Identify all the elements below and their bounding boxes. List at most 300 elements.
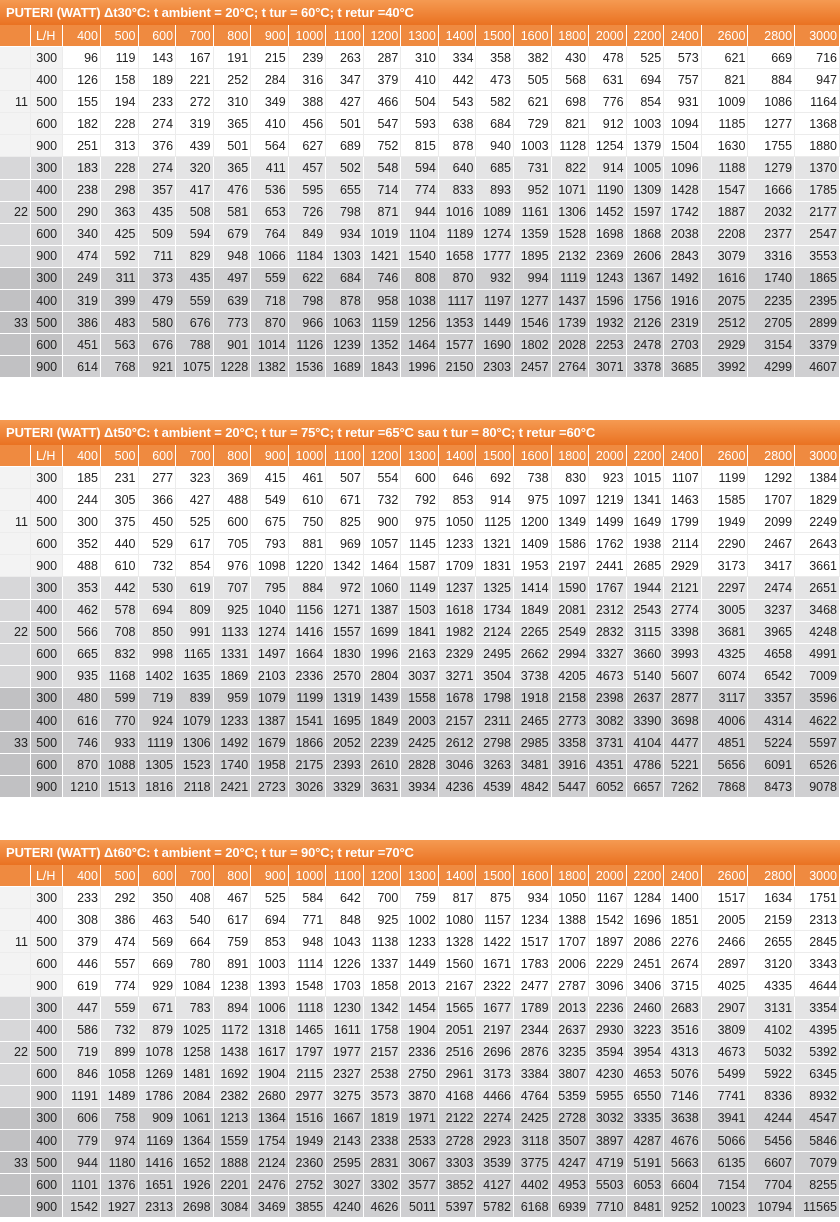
power-cell: 2121 bbox=[664, 577, 702, 599]
power-cell: 1233 bbox=[438, 533, 476, 555]
power-cell: 244 bbox=[63, 489, 101, 511]
power-cell: 975 bbox=[401, 511, 439, 533]
power-cell: 1003 bbox=[513, 135, 551, 157]
power-cell: 525 bbox=[251, 887, 289, 909]
power-table bbox=[0, 445, 840, 798]
power-cell: 1368 bbox=[795, 113, 840, 135]
radiator-type-label bbox=[0, 1130, 30, 1152]
power-cell: 4313 bbox=[664, 1041, 702, 1063]
power-cell: 592 bbox=[100, 245, 138, 267]
header-length: 1600 bbox=[513, 445, 551, 467]
power-cell: 2698 bbox=[176, 1196, 214, 1218]
header-length: 2600 bbox=[701, 25, 748, 47]
header-length: 3000 bbox=[795, 25, 840, 47]
power-cell: 1200 bbox=[513, 511, 551, 533]
height-cell: 600 bbox=[30, 1063, 62, 1085]
power-cell: 1516 bbox=[288, 1107, 326, 1129]
table-row bbox=[0, 953, 840, 975]
power-cell: 5011 bbox=[401, 1196, 439, 1218]
power-cell: 274 bbox=[138, 157, 176, 179]
power-cell: 1185 bbox=[701, 113, 748, 135]
power-cell: 466 bbox=[363, 91, 401, 113]
power-cell: 708 bbox=[100, 621, 138, 643]
power-cell: 757 bbox=[664, 69, 702, 91]
power-cell: 3005 bbox=[701, 599, 748, 621]
header-length: 1400 bbox=[438, 445, 476, 467]
power-cell: 1088 bbox=[100, 754, 138, 776]
power-cell: 1762 bbox=[589, 533, 627, 555]
height-cell: 300 bbox=[30, 887, 62, 909]
power-cell: 1328 bbox=[438, 931, 476, 953]
power-cell: 894 bbox=[213, 997, 251, 1019]
header-length: 1000 bbox=[288, 25, 326, 47]
power-cell: 6604 bbox=[664, 1174, 702, 1196]
table-row bbox=[0, 577, 840, 599]
power-cell: 2421 bbox=[213, 776, 251, 798]
power-cell: 3026 bbox=[288, 776, 326, 798]
power-cell: 1006 bbox=[251, 997, 289, 1019]
power-cell: 1019 bbox=[363, 223, 401, 245]
header-length: 1500 bbox=[476, 25, 514, 47]
power-cell: 478 bbox=[589, 47, 627, 69]
power-cell: 1916 bbox=[664, 290, 702, 312]
power-cell: 1849 bbox=[363, 710, 401, 732]
height-cell: 900 bbox=[30, 975, 62, 997]
power-cell: 2249 bbox=[795, 511, 840, 533]
power-cell: 9252 bbox=[664, 1196, 702, 1218]
power-cell: 1585 bbox=[701, 489, 748, 511]
power-cell: 548 bbox=[363, 157, 401, 179]
power-cell: 479 bbox=[138, 290, 176, 312]
radiator-type-label: 33 bbox=[0, 1152, 30, 1174]
power-cell: 2114 bbox=[664, 533, 702, 555]
power-cell: 1696 bbox=[626, 909, 664, 931]
power-cell: 442 bbox=[100, 577, 138, 599]
power-cell: 3037 bbox=[401, 665, 439, 687]
power-cell: 1996 bbox=[363, 643, 401, 665]
power-cell: 947 bbox=[795, 69, 840, 91]
radiator-type-label bbox=[0, 577, 30, 599]
table-row bbox=[0, 1196, 840, 1218]
power-cell: 1269 bbox=[138, 1063, 176, 1085]
power-cell: 2723 bbox=[251, 776, 289, 798]
power-cell: 1887 bbox=[701, 201, 748, 223]
power-cell: 3154 bbox=[748, 334, 795, 356]
power-cell: 1542 bbox=[63, 1196, 101, 1218]
radiator-type-label bbox=[0, 953, 30, 975]
power-cell: 1309 bbox=[626, 179, 664, 201]
power-cell: 8481 bbox=[626, 1196, 664, 1218]
height-cell: 400 bbox=[30, 69, 62, 91]
power-cell: 929 bbox=[138, 975, 176, 997]
power-cell: 1546 bbox=[513, 312, 551, 334]
power-cell: 771 bbox=[288, 909, 326, 931]
power-cell: 557 bbox=[100, 953, 138, 975]
power-cell: 914 bbox=[589, 157, 627, 179]
power-cell: 1156 bbox=[288, 599, 326, 621]
power-cell: 2122 bbox=[438, 1107, 476, 1129]
power-cell: 764 bbox=[251, 223, 289, 245]
power-cell: 664 bbox=[176, 931, 214, 953]
power-cell: 1382 bbox=[251, 356, 289, 378]
power-cell: 228 bbox=[100, 113, 138, 135]
power-cell: 435 bbox=[138, 201, 176, 223]
power-cell: 3079 bbox=[701, 245, 748, 267]
power-cell: 5597 bbox=[795, 732, 840, 754]
power-cell: 923 bbox=[589, 467, 627, 489]
header-length: 900 bbox=[251, 25, 289, 47]
table-row bbox=[0, 334, 840, 356]
power-cell: 3263 bbox=[476, 754, 514, 776]
power-cell: 798 bbox=[326, 201, 364, 223]
power-cell: 2476 bbox=[251, 1174, 289, 1196]
power-cell: 1220 bbox=[288, 555, 326, 577]
power-cell: 2466 bbox=[701, 931, 748, 953]
power-cell: 1944 bbox=[626, 577, 664, 599]
power-cell: 1880 bbox=[795, 135, 840, 157]
table-row bbox=[0, 1019, 840, 1041]
power-cell: 1349 bbox=[551, 511, 589, 533]
power-cell: 547 bbox=[363, 113, 401, 135]
power-cell: 619 bbox=[176, 577, 214, 599]
power-cell: 1126 bbox=[288, 334, 326, 356]
power-cell: 525 bbox=[176, 511, 214, 533]
power-cell: 849 bbox=[288, 223, 326, 245]
power-cell: 1689 bbox=[326, 356, 364, 378]
power-cell: 627 bbox=[288, 135, 326, 157]
power-cell: 3335 bbox=[626, 1107, 664, 1129]
power-cell: 1523 bbox=[176, 754, 214, 776]
table-row bbox=[0, 290, 840, 312]
power-cell: 879 bbox=[138, 1019, 176, 1041]
power-cell: 671 bbox=[138, 997, 176, 1019]
power-cell: 1164 bbox=[795, 91, 840, 113]
table-row bbox=[0, 1152, 840, 1174]
power-cell: 2637 bbox=[551, 1019, 589, 1041]
power-cell: 822 bbox=[551, 157, 589, 179]
power-cell: 446 bbox=[63, 953, 101, 975]
power-cell: 3660 bbox=[626, 643, 664, 665]
power-cell: 430 bbox=[551, 47, 589, 69]
power-cell: 1428 bbox=[664, 179, 702, 201]
power-cell: 1690 bbox=[476, 334, 514, 356]
power-cell: 752 bbox=[363, 135, 401, 157]
header-length: 1400 bbox=[438, 865, 476, 887]
power-cell: 1086 bbox=[748, 91, 795, 113]
power-cell: 1258 bbox=[176, 1041, 214, 1063]
power-cell: 1504 bbox=[664, 135, 702, 157]
table-block-dt30 bbox=[0, 0, 840, 378]
power-cell: 3681 bbox=[701, 621, 748, 643]
power-cell: 1547 bbox=[701, 179, 748, 201]
power-cell: 1767 bbox=[589, 577, 627, 599]
power-cell: 599 bbox=[100, 687, 138, 709]
power-cell: 1707 bbox=[748, 489, 795, 511]
power-cell: 4953 bbox=[551, 1174, 589, 1196]
power-cell: 3237 bbox=[748, 599, 795, 621]
power-cell: 924 bbox=[138, 710, 176, 732]
power-cell: 2150 bbox=[438, 356, 476, 378]
header-length: 500 bbox=[100, 25, 138, 47]
header-length: 400 bbox=[63, 445, 101, 467]
power-cell: 921 bbox=[138, 356, 176, 378]
power-cell: 1274 bbox=[476, 223, 514, 245]
height-cell: 900 bbox=[30, 1085, 62, 1107]
header-length: 1200 bbox=[363, 445, 401, 467]
power-cell: 2451 bbox=[626, 953, 664, 975]
power-cell: 1679 bbox=[251, 732, 289, 754]
power-cell: 1492 bbox=[213, 732, 251, 754]
power-cell: 8473 bbox=[748, 776, 795, 798]
power-cell: 5032 bbox=[748, 1041, 795, 1063]
power-cell: 825 bbox=[326, 511, 364, 533]
power-cell: 10023 bbox=[701, 1196, 748, 1218]
power-cell: 3357 bbox=[748, 687, 795, 709]
power-cell: 2013 bbox=[401, 975, 439, 997]
power-cell: 1145 bbox=[401, 533, 439, 555]
power-cell: 944 bbox=[63, 1152, 101, 1174]
power-cell: 779 bbox=[63, 1130, 101, 1152]
power-cell: 669 bbox=[138, 953, 176, 975]
power-cell: 1387 bbox=[363, 599, 401, 621]
power-cell: 461 bbox=[288, 467, 326, 489]
table-row bbox=[0, 1041, 840, 1063]
power-cell: 600 bbox=[213, 511, 251, 533]
power-cell: 1667 bbox=[326, 1107, 364, 1129]
power-cell: 386 bbox=[63, 312, 101, 334]
power-cell: 750 bbox=[288, 511, 326, 533]
power-cell: 3809 bbox=[701, 1019, 748, 1041]
power-cell: 884 bbox=[288, 577, 326, 599]
power-cell: 1865 bbox=[795, 267, 840, 289]
power-cell: 3378 bbox=[626, 356, 664, 378]
power-cell: 1452 bbox=[589, 201, 627, 223]
power-cell: 2276 bbox=[664, 931, 702, 953]
power-cell: 274 bbox=[138, 113, 176, 135]
power-cell: 1671 bbox=[476, 953, 514, 975]
power-cell: 966 bbox=[288, 312, 326, 334]
power-cell: 1497 bbox=[251, 643, 289, 665]
power-cell: 694 bbox=[626, 69, 664, 91]
radiator-type-label bbox=[0, 776, 30, 798]
power-cell: 2274 bbox=[476, 1107, 514, 1129]
power-cell: 2764 bbox=[551, 356, 589, 378]
power-cell: 1888 bbox=[213, 1152, 251, 1174]
power-cell: 2460 bbox=[626, 997, 664, 1019]
power-cell: 1180 bbox=[100, 1152, 138, 1174]
power-cell: 1851 bbox=[664, 909, 702, 931]
power-cell: 2798 bbox=[476, 732, 514, 754]
power-cell: 1058 bbox=[100, 1063, 138, 1085]
power-cell: 1352 bbox=[363, 334, 401, 356]
table-block-dt50 bbox=[0, 420, 840, 798]
power-cell: 1409 bbox=[513, 533, 551, 555]
power-cell: 2899 bbox=[795, 312, 840, 334]
power-cell: 373 bbox=[138, 267, 176, 289]
power-cell: 614 bbox=[63, 356, 101, 378]
power-cell: 2495 bbox=[476, 643, 514, 665]
power-cell: 2425 bbox=[513, 1107, 551, 1129]
height-cell: 600 bbox=[30, 334, 62, 356]
power-cell: 1798 bbox=[476, 687, 514, 709]
power-cell: 1841 bbox=[401, 621, 439, 643]
radiator-type-label: 22 bbox=[0, 621, 30, 643]
power-cell: 425 bbox=[100, 223, 138, 245]
power-cell: 3507 bbox=[551, 1130, 589, 1152]
power-cell: 3046 bbox=[438, 754, 476, 776]
power-cell: 8932 bbox=[795, 1085, 840, 1107]
power-cell: 3577 bbox=[401, 1174, 439, 1196]
table-row bbox=[0, 1063, 840, 1085]
power-cell: 732 bbox=[363, 489, 401, 511]
power-cell: 768 bbox=[100, 356, 138, 378]
power-cell: 1557 bbox=[326, 621, 364, 643]
power-cell: 776 bbox=[589, 91, 627, 113]
header-row bbox=[0, 865, 840, 887]
power-cell: 711 bbox=[138, 245, 176, 267]
table-row bbox=[0, 47, 840, 69]
radiator-type-label bbox=[0, 754, 30, 776]
power-cell: 252 bbox=[213, 69, 251, 91]
power-cell: 310 bbox=[401, 47, 439, 69]
power-cell: 2336 bbox=[288, 665, 326, 687]
power-cell: 1849 bbox=[513, 599, 551, 621]
power-cell: 2787 bbox=[551, 975, 589, 997]
power-cell: 1439 bbox=[363, 687, 401, 709]
power-cell: 1387 bbox=[251, 710, 289, 732]
power-cell: 155 bbox=[63, 91, 101, 113]
power-cell: 870 bbox=[438, 267, 476, 289]
radiator-type-label bbox=[0, 69, 30, 91]
height-cell: 300 bbox=[30, 267, 62, 289]
table-row bbox=[0, 356, 840, 378]
power-cell: 96 bbox=[63, 47, 101, 69]
power-cell: 462 bbox=[63, 599, 101, 621]
power-cell: 319 bbox=[176, 113, 214, 135]
power-cell: 365 bbox=[213, 157, 251, 179]
power-cell: 1797 bbox=[288, 1041, 326, 1063]
power-cell: 272 bbox=[176, 91, 214, 113]
power-cell: 581 bbox=[213, 201, 251, 223]
power-cell: 792 bbox=[401, 489, 439, 511]
power-cell: 1560 bbox=[438, 953, 476, 975]
power-cell: 5846 bbox=[795, 1130, 840, 1152]
power-cell: 2612 bbox=[438, 732, 476, 754]
table-title: PUTERI (WATT) Δt30°C: t ambient = 20°C; t tur = 60°C; t retur =40°C bbox=[0, 0, 840, 25]
height-cell: 500 bbox=[30, 91, 62, 113]
height-cell: 300 bbox=[30, 1107, 62, 1129]
power-cell: 914 bbox=[476, 489, 514, 511]
power-cell: 846 bbox=[63, 1063, 101, 1085]
power-cell: 530 bbox=[138, 577, 176, 599]
power-cell: 1400 bbox=[664, 887, 702, 909]
power-cell: 7079 bbox=[795, 1152, 840, 1174]
height-cell: 600 bbox=[30, 533, 62, 555]
power-cell: 2235 bbox=[748, 290, 795, 312]
power-cell: 1306 bbox=[176, 732, 214, 754]
power-cell: 884 bbox=[748, 69, 795, 91]
table-row bbox=[0, 157, 840, 179]
power-cell: 6542 bbox=[748, 665, 795, 687]
power-cell: 1243 bbox=[589, 267, 627, 289]
power-cell: 1802 bbox=[513, 334, 551, 356]
power-cell: 488 bbox=[63, 555, 101, 577]
power-cell: 158 bbox=[100, 69, 138, 91]
radiator-type-label bbox=[0, 909, 30, 931]
power-cell: 2547 bbox=[795, 223, 840, 245]
power-cell: 1284 bbox=[626, 887, 664, 909]
power-cell: 3954 bbox=[626, 1041, 664, 1063]
power-cell: 1895 bbox=[513, 245, 551, 267]
power-cell: 3115 bbox=[626, 621, 664, 643]
power-cell: 1005 bbox=[626, 157, 664, 179]
power-cell: 595 bbox=[288, 179, 326, 201]
power-cell: 1449 bbox=[476, 312, 514, 334]
power-cell: 3032 bbox=[589, 1107, 627, 1129]
power-cell: 287 bbox=[363, 47, 401, 69]
height-cell: 600 bbox=[30, 223, 62, 245]
power-cell: 488 bbox=[213, 489, 251, 511]
power-cell: 1305 bbox=[138, 754, 176, 776]
radiator-type-label bbox=[0, 223, 30, 245]
power-cell: 353 bbox=[63, 577, 101, 599]
power-cell: 932 bbox=[476, 267, 514, 289]
power-cell: 694 bbox=[251, 909, 289, 931]
power-cell: 1618 bbox=[438, 599, 476, 621]
power-cell: 935 bbox=[63, 665, 101, 687]
power-cell: 6053 bbox=[626, 1174, 664, 1196]
power-cell: 251 bbox=[63, 135, 101, 157]
power-cell: 653 bbox=[251, 201, 289, 223]
power-cell: 3343 bbox=[795, 953, 840, 975]
power-cell: 189 bbox=[138, 69, 176, 91]
power-cell: 1292 bbox=[748, 467, 795, 489]
radiator-type-label bbox=[0, 1174, 30, 1196]
power-cell: 2538 bbox=[363, 1063, 401, 1085]
power-cell: 1341 bbox=[626, 489, 664, 511]
height-cell: 500 bbox=[30, 732, 62, 754]
height-cell: 500 bbox=[30, 201, 62, 223]
power-cell: 1707 bbox=[551, 931, 589, 953]
height-cell: 600 bbox=[30, 953, 62, 975]
power-cell: 1172 bbox=[213, 1019, 251, 1041]
power-cell: 7868 bbox=[701, 776, 748, 798]
power-cell: 4764 bbox=[513, 1085, 551, 1107]
header-length: 800 bbox=[213, 865, 251, 887]
power-cell: 832 bbox=[100, 643, 138, 665]
power-cell: 507 bbox=[326, 467, 364, 489]
power-cell: 1740 bbox=[748, 267, 795, 289]
power-cell: 738 bbox=[513, 467, 551, 489]
header-length: 800 bbox=[213, 25, 251, 47]
power-cell: 1359 bbox=[513, 223, 551, 245]
height-cell: 600 bbox=[30, 113, 62, 135]
power-cell: 543 bbox=[438, 91, 476, 113]
power-cell: 347 bbox=[326, 69, 364, 91]
power-cell: 474 bbox=[100, 931, 138, 953]
power-cell: 6052 bbox=[589, 776, 627, 798]
header-length: 2000 bbox=[589, 25, 627, 47]
power-cell: 3096 bbox=[589, 975, 627, 997]
power-cell: 3941 bbox=[701, 1107, 748, 1129]
power-cell: 578 bbox=[100, 599, 138, 621]
power-cell: 679 bbox=[213, 223, 251, 245]
power-cell: 388 bbox=[288, 91, 326, 113]
power-cell: 1454 bbox=[401, 997, 439, 1019]
power-cell: 853 bbox=[251, 931, 289, 953]
power-cell: 183 bbox=[63, 157, 101, 179]
power-cell: 1437 bbox=[551, 290, 589, 312]
